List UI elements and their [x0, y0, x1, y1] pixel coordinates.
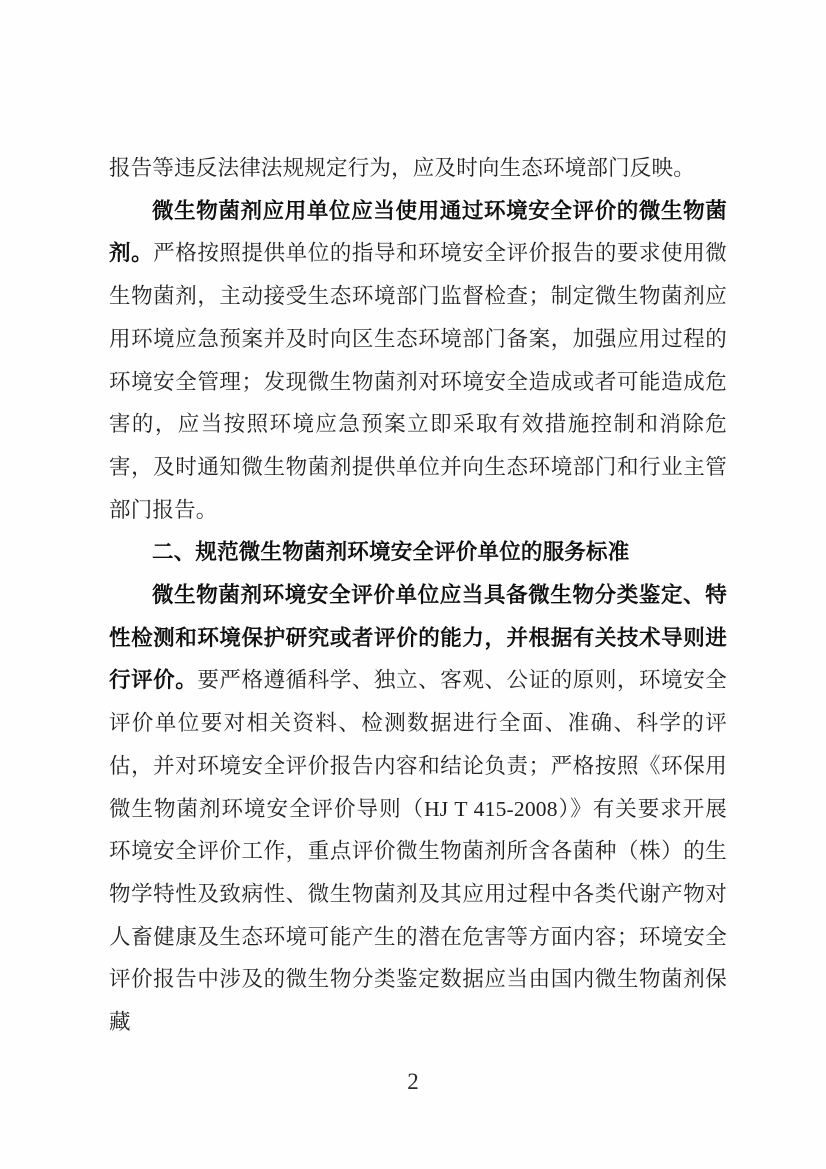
section-heading	[109, 531, 727, 574]
paragraph-evaluation-units-text: 要严格遵循科学、独立、客观、公证的原则，环境安全评价单位要对相关资料、检测数据进行全面、准确、科学的评估，并对环境安全评价报告内容和结论负责；严格按照《环保用微生物菌剂环境安全评价导则（HJ T 415-2008）》有关要求开展环境安全评价工作，重点评价微生物菌剂所含各菌种（株）的生物学特性及致病性、微生物菌剂及其应用过程中各类代谢产物对人畜健康及生态环境可能产生的潜在危害等方面内容；环境安全评价报告中涉及的微生物分类鉴定数据应当由国内微生物菌剂保藏	[109, 668, 727, 1035]
paragraph-application-units	[109, 190, 727, 532]
page-number: 2	[407, 1069, 419, 1094]
paragraph-application-units-text: 严格按照提供单位的指导和环境安全评价报告的要求使用微生物菌剂，主动接受生态环境部门监督检查；制定微生物菌剂应用环境应急预案并及时向区生态环境部门备案，加强应用过程的环境安全管理；发现微生物菌剂对环境安全造成或者可能造成危害的，应当按照环境应急预案立即采取有效措施控制和消除危害，及时通知微生物菌剂提供单位并向生态环境部门和行业主管部门报告。	[109, 241, 727, 522]
paragraph-application-units-lead-bold: 微生物菌剂应用单位应当使用通过环境安全评价的微生物菌剂。	[109, 198, 727, 266]
paragraph-evaluation-units	[109, 574, 727, 1044]
paragraph-continuation-text: 报告等违反法律法规规定行为，应及时向生态环境部门反映。	[109, 156, 695, 180]
paragraph-evaluation-units-lead-bold: 微生物菌剂环境安全评价单位应当具备微生物分类鉴定、特性检测和环境保护研究或者评价的能力，并根据有关技术导则进行评价。	[109, 583, 727, 693]
section-heading-text: 二、规范微生物菌剂环境安全评价单位的服务标准	[152, 540, 630, 565]
page-body	[109, 147, 727, 1044]
paragraph-continuation	[109, 147, 727, 190]
